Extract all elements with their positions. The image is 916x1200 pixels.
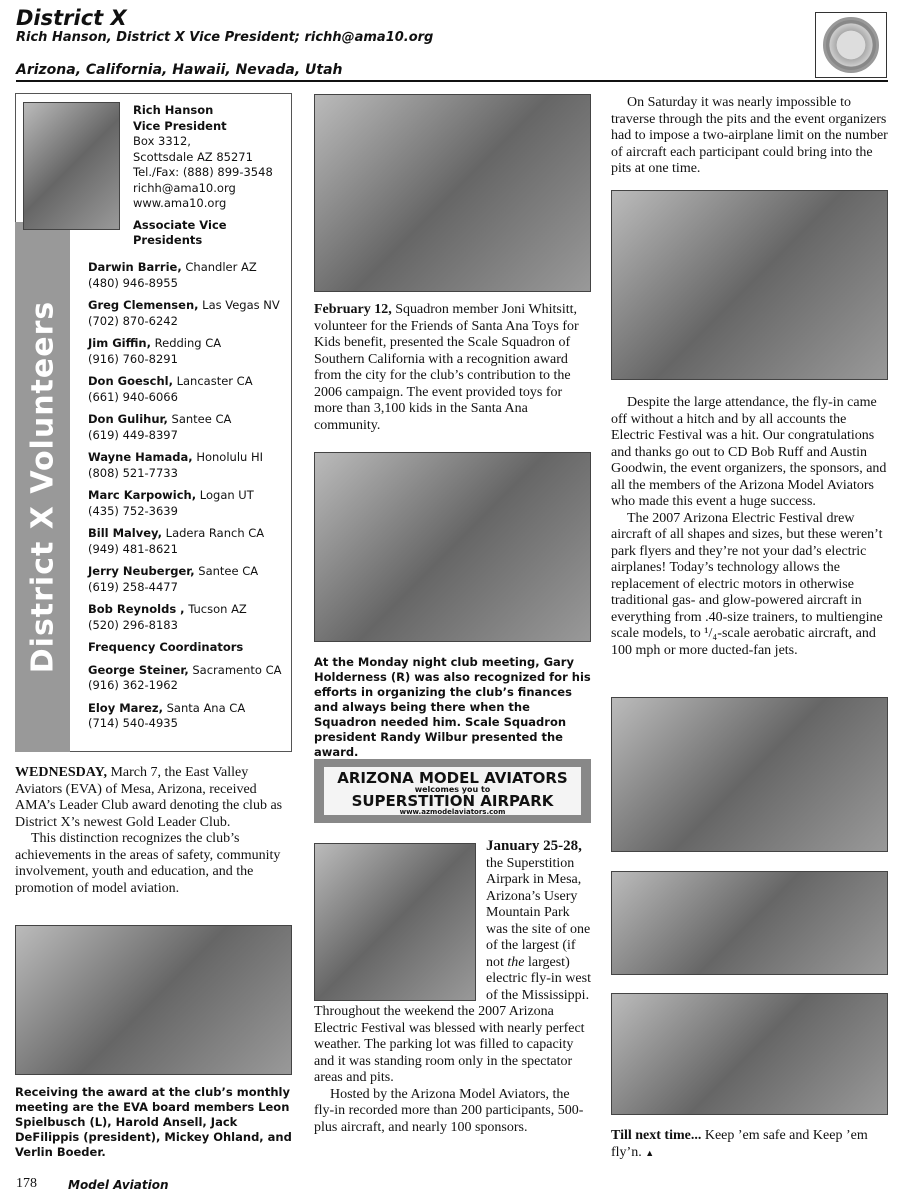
paragraph: The 2007 Arizona Electric Festival drew aircraft of all shapes and sizes, but these weren’t park flyers and they’re not your dad’s electric airplanes! Today’s technology allows the replacement of electric motors in otherwise traditional gas- and glow-powered aircraft in everything from .40-size trainers, to multiengine scale models, to ¹/₄-scale aerobatic aircraft, and 100 mph or more ducted-fan jets. [611, 510, 883, 658]
col3-article-2 [611, 395, 888, 659]
volunteer-phone: (435) 752-3639 [88, 503, 178, 518]
lead-date: February 12, [314, 302, 392, 317]
volunteer-entry [88, 260, 288, 291]
closing-text: Keep ’em safe and Keep ’em fly’n. [611, 1128, 868, 1160]
volunteer-place: Chandler AZ [181, 260, 257, 274]
volunteer-name: Wayne Hamada, [88, 450, 193, 464]
paragraph: Hosted by the Arizona Model Aviators, the fly-in recorded more than 200 participants, 500-plus aircraft, and nearly 100 sponsors. [314, 1086, 584, 1135]
vp-contact [133, 103, 288, 249]
volunteer-place: Santee CA [194, 564, 259, 578]
volunteer-phone: (520) 296-8183 [88, 617, 178, 632]
volunteer-phone: (808) 521-7733 [88, 465, 178, 480]
page-number: 178 [16, 1176, 37, 1191]
volunteer-name: Darwin Barrie, [88, 260, 182, 274]
volunteer-phone: (916) 362-1962 [88, 678, 178, 692]
banner-line: www.azmodelaviators.com [399, 808, 506, 816]
volunteer-place: Santee CA [167, 412, 232, 426]
volunteer-phone: (702) 870-6242 [88, 313, 178, 328]
volunteer-place: Santa Ana CA [162, 700, 246, 715]
banner-line: SUPERSTITION AIRPARK [351, 792, 554, 810]
p47-photo [611, 993, 888, 1115]
volunteer-name: Don Gulihur, [88, 412, 168, 426]
ama-banner-photo [314, 759, 591, 823]
paragraph: largest) electric fly-in west of the Mississippi. Throughout the weekend the 2007 Arizona Electric Festival was blessed with nearly perfect weather. The parking lot was filled to capacity and it was standing room only in the spectator areas and pits. [314, 954, 591, 1085]
banner-line: welcomes you to [414, 785, 491, 794]
vp-title: Vice President [133, 118, 227, 133]
eva-board-photo [15, 925, 292, 1075]
volunteer-place: Las Vegas NV [198, 298, 280, 312]
volunteer-entry [88, 412, 288, 443]
closing-lead: Till next time... [611, 1128, 702, 1143]
volunteer-entry [88, 564, 288, 595]
volunteer-name: Jim Giffin, [88, 336, 151, 350]
col3-article-1 [611, 95, 888, 178]
vp-email[interactable]: richh@ama10.org [133, 180, 236, 195]
volunteer-place: Sacramento CA [188, 662, 282, 677]
volunteer-entry [88, 488, 288, 519]
volunteer-entry [88, 374, 288, 405]
pits-aircraft-photo [611, 190, 888, 380]
volunteer-entry [88, 336, 288, 367]
volunteer-list [88, 260, 288, 739]
volunteer-name: Eloy Marez, [88, 700, 163, 715]
closing [611, 1128, 888, 1161]
col2-article-1 [314, 302, 591, 434]
meeting-caption: At the Monday night club meeting, Gary Holderness (R) was also recognized for his efforts in organizing the club’s finances and always being there when the Squadron needed him. Scale Squadron president Randy Wilbur presented the award. [314, 655, 591, 759]
volunteer-phone: (619) 258-4477 [88, 579, 178, 594]
paragraph: Despite the large attendance, the fly-in came off without a hitch and by all accounts the Electric Festival was a hit. Our congratulations and thanks go out to CD Bob Ruff and Austin Goodwin, the event organizers, the sponsors, and all the members of the Arizona Model Aviators who made this event a huge success. [611, 395, 887, 509]
volunteer-entry [88, 526, 288, 557]
volunteer-place: Logan UT [196, 488, 254, 502]
volunteer-place: Lancaster CA [172, 374, 253, 388]
volunteer-name: Jerry Neuberger, [88, 564, 195, 578]
col1-article [15, 765, 292, 897]
paragraph: This distinction recognizes the club’s achievements in the areas of safety, community involvement, youth and education, and the promotion of model aviation. [15, 831, 281, 896]
page-subtitle: Rich Hanson, District X Vice President; richh@ama10.org [16, 30, 434, 45]
vp-phone: Tel./Fax: (888) 899-3548 [133, 165, 273, 179]
volunteer-entry [88, 450, 288, 481]
lead-date: January 25-28, [486, 838, 582, 854]
volunteer-name: Don Goeschl, [88, 374, 173, 388]
emphasis: the [507, 954, 525, 970]
district-states: Arizona, California, Hawaii, Nevada, Utah [16, 62, 343, 78]
volunteer-name: Bill Malvey, [88, 526, 163, 540]
col2-article-2 [314, 838, 591, 1136]
volunteer-phone: (619) 449-8397 [88, 427, 178, 442]
club-meeting-photo [314, 452, 591, 642]
volunteer-name: Greg Clemensen, [88, 298, 199, 312]
volunteer-entry [88, 602, 288, 633]
volunteer-phone: (661) 940-6066 [88, 389, 178, 404]
volunteers-side-banner [15, 222, 70, 752]
volunteer-phone: (949) 481-8621 [88, 541, 178, 556]
vp-website[interactable]: www.ama10.org [133, 196, 227, 210]
magazine-name: Model Aviation [68, 1178, 169, 1192]
ama-logo-icon: ▲ [645, 1147, 655, 1158]
award-photo [314, 94, 591, 292]
volunteer-phone: (714) 540-4935 [88, 716, 178, 730]
vp-box: Box 3312, [133, 134, 191, 148]
volunteer-place: Ladera Ranch CA [162, 526, 265, 540]
paragraph: Squadron member Joni Whitsitt, volunteer for the Friends of Santa Ana Toys for Kids benefit, presented the Scale Squadron of Southern California with a recognition award from the city for the club’s contribution to the 2006 campaign. The event provided toys for more than 3,100 kids in the Santa Ana community. [314, 302, 579, 433]
district-seal-logo [815, 12, 887, 78]
freq-heading: Frequency Coordinators [88, 640, 244, 654]
paragraph: On Saturday it was nearly impossible to traverse through the pits and the event organizers had to impose a two-airplane limit on the number of aircraft each participant could bring into the pits at one time. [611, 95, 888, 176]
volunteer-name: Bob Reynolds , [88, 602, 185, 616]
header-rule [16, 80, 888, 82]
page-title: District X [16, 6, 127, 30]
volunteer-place: Tucson AZ [184, 602, 247, 616]
eva-caption: Receiving the award at the club’s monthly meeting are the EVA board members Leon Spielbusch (L), Harold Ansell, Jack DeFilippis (president), Mickey Ohland, and Verlin Boeder. [15, 1085, 292, 1159]
banner-line: ARIZONA MODEL AVIATORS [337, 769, 568, 787]
volunteer-entry [88, 701, 288, 732]
volunteer-entry [88, 663, 288, 694]
lead-word: WEDNESDAY, [15, 765, 107, 780]
volunteer-entry [88, 298, 288, 329]
twin-engine-photo [611, 871, 888, 975]
vp-name: Rich Hanson [133, 103, 214, 117]
volunteer-place: Redding CA [150, 336, 222, 350]
vp-portrait-photo [23, 102, 120, 230]
side-title: District X Volunteers [25, 300, 60, 674]
volunteer-name: George Steiner, [88, 662, 189, 677]
volunteer-name: Marc Karpowich, [88, 488, 197, 502]
freq-heading-row [88, 640, 288, 656]
volunteer-place: Honolulu HI [192, 450, 263, 464]
volunteer-phone: (480) 946-8955 [88, 275, 178, 290]
biplane-photo [611, 697, 888, 852]
vp-city: Scottsdale AZ 85271 [133, 149, 253, 164]
paragraph: March 7, the East Valley Aviators (EVA) of Mesa, Arizona, received AMA’s Leader Club award denoting the club as District X’s newest Gold Leader Club. [15, 765, 283, 830]
paragraph: the Superstition Airpark in Mesa, Arizona’s Usery Mountain Park was the site of one of the largest (if not [486, 855, 591, 970]
volunteer-phone: (916) 760-8291 [88, 351, 178, 366]
avp-heading: Associate Vice Presidents [133, 217, 227, 247]
